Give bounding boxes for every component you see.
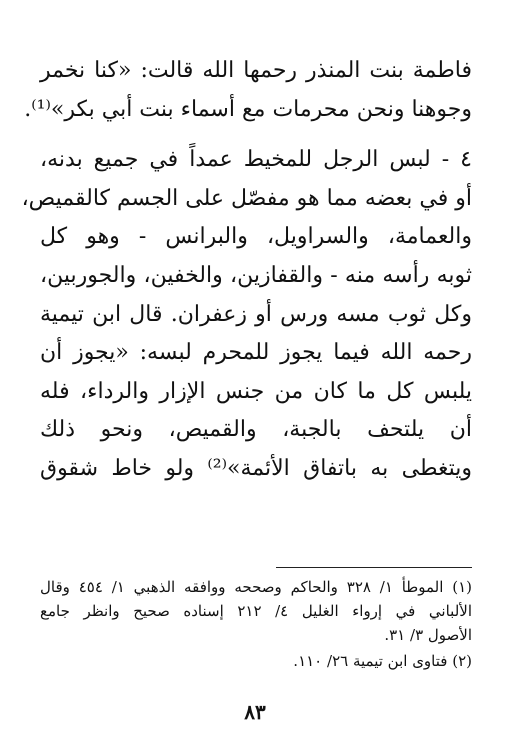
text-line-7: وكل ثوب مسه ورس أو زعفران. قال ابن تيمية xyxy=(40,301,472,327)
main-text xyxy=(21,52,472,489)
text-line-2: وجوهنا ونحن محرمات مع أسماء بنت أبي بكر»⁽¹⁾. xyxy=(24,96,472,122)
footnotes xyxy=(40,575,472,673)
footnote-divider xyxy=(276,567,472,568)
text-line-1: فاطمة بنت المنذر رحمها الله قالت: «كنا نخمر xyxy=(40,58,472,83)
page-number: ٨٣ xyxy=(244,700,266,724)
text-line-5: والعمامة، والسراويل، والبرانس - وهو كل xyxy=(40,224,472,250)
footnote-1-line-2: الألباني في إرواء الغليل ٤/ ٢١٢ إسناده صحيح وانظر جامع xyxy=(40,602,472,620)
footnote-2: (٢) فتاوى ابن تيمية ٢٦/ ١١٠. xyxy=(293,652,472,670)
text-line-3: ٤ - لبس الرجل للمخيط عمداً في جميع بدنه، xyxy=(40,147,472,173)
text-line-9: يلبس كل ما كان من جنس الإزار والرداء، فله xyxy=(40,378,472,404)
text-line-8: رحمه الله فيما يجوز للمحرم لبسه: «يجوز أن xyxy=(40,340,472,366)
text-line-10: أن يلتحف بالجبة، والقميص، ونحو ذلك xyxy=(40,417,472,443)
text-line-6: ثوبه رأسه منه - والقفازين، والخفين، والجوربين، xyxy=(40,262,472,288)
footnote-1-line-1: (١) الموطأ ١/ ٣٢٨ والحاكم وصححه ووافقه الذهبي ١/ ٤٥٤ وقال xyxy=(40,578,472,596)
text-line-4: أو في بعضه مما هو مفصّل على الجسم كالقميص، xyxy=(21,185,472,211)
text-line-11: ويتغطى به باتفاق الأئمة»⁽²⁾ ولو خاط شقوق xyxy=(40,455,472,481)
footnote-1-line-3: الأصول ٣/ ٣١. xyxy=(384,626,472,644)
